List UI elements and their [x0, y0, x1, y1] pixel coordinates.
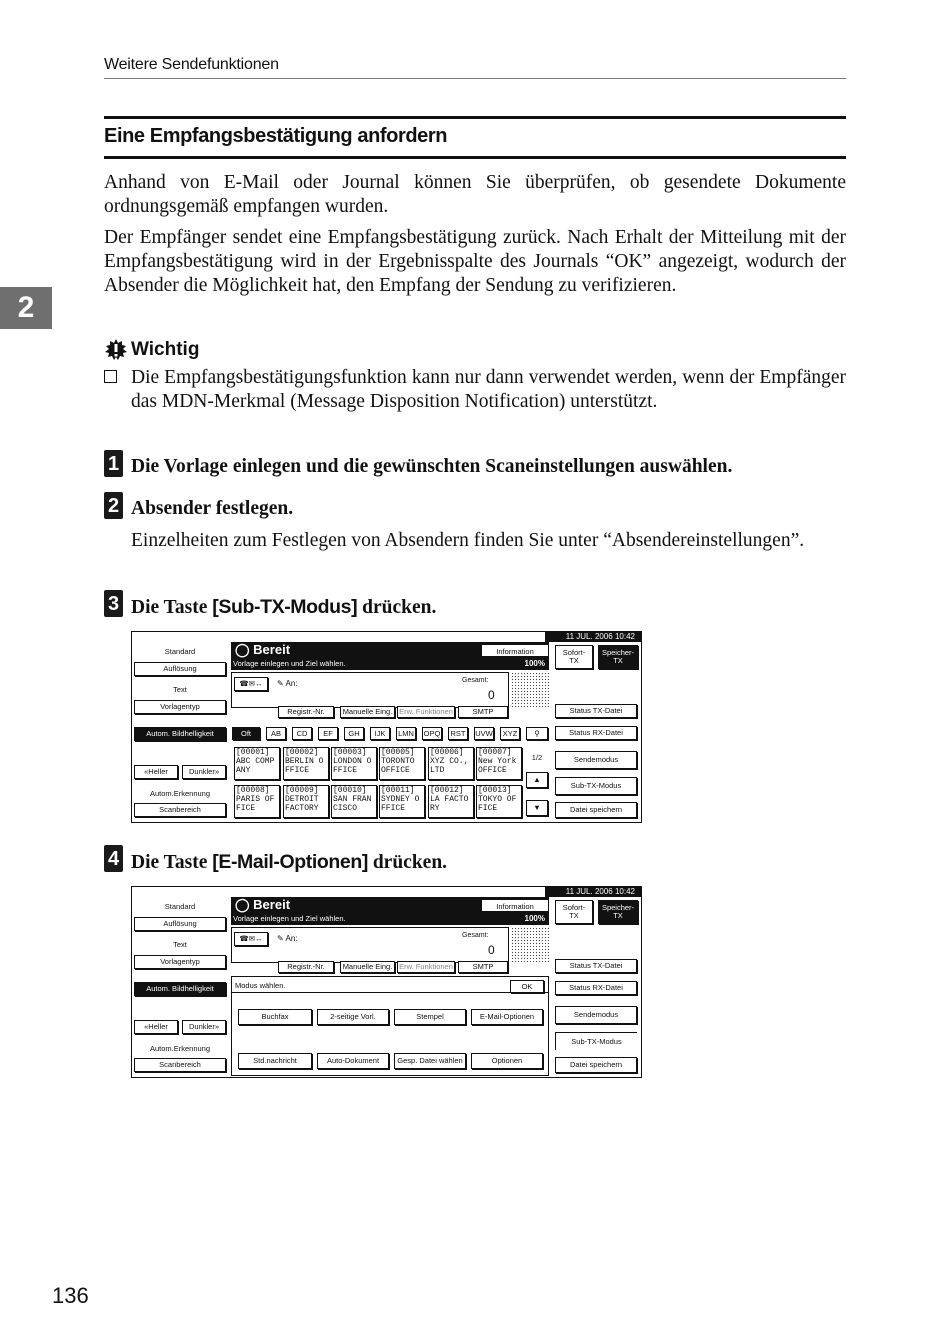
- scan-area-button[interactable]: Scanbereich: [134, 1058, 226, 1072]
- step-text-post: drücken.: [357, 597, 437, 618]
- screen-status-bar: [231, 642, 549, 670]
- step-number: 2: [104, 492, 123, 519]
- standard-label: Standard: [164, 902, 196, 911]
- step-number: 1: [104, 450, 123, 477]
- important-label: Wichtig: [131, 339, 200, 360]
- mode-stamp-button[interactable]: Stempel: [394, 1009, 466, 1025]
- index-tab[interactable]: AB: [266, 727, 286, 740]
- screen-email-options: [131, 886, 642, 1078]
- original-type-button[interactable]: Vorlagentyp: [134, 955, 226, 969]
- key-name: [Sub-TX-Modus]: [212, 596, 358, 618]
- step-text-pre: Die Taste: [131, 852, 213, 873]
- lighter-button[interactable]: «Heller: [134, 765, 178, 779]
- screen-datetime: 11 JUL. 2006 10:42: [545, 887, 641, 897]
- sub-tx-mode-button[interactable]: Sub-TX-Modus: [555, 777, 637, 795]
- index-tab[interactable]: GH: [344, 727, 364, 740]
- lighter-button[interactable]: «Heller: [134, 1020, 178, 1034]
- important-text: Die Empfangsbestätigungsfunktion kann nur dann verwendet werden, wenn der Empfänger das MDN-Merkmal (Message Disposition Notification) unterstützt.: [131, 367, 846, 412]
- total-label: Gesamt:: [462, 677, 489, 684]
- total-label: Gesamt:: [462, 932, 489, 939]
- scroll-up-icon[interactable]: ▲: [526, 772, 548, 788]
- recipient-to-label: ✎ An:: [277, 679, 298, 688]
- search-icon[interactable]: ⚲: [526, 727, 548, 740]
- destination-field: [231, 672, 509, 708]
- instruction-text: Vorlage einlegen und Ziel wählen.: [233, 914, 346, 923]
- step-2-detail: Einzelheiten zum Festlegen von Absendern finden Sie unter “Absendereinstellungen”.: [131, 530, 805, 551]
- destination-cell[interactable]: [00012] LA FACTO RY: [428, 785, 474, 818]
- important-heading: [104, 338, 199, 362]
- page-indicator: 1/2: [531, 753, 543, 762]
- scan-area-button[interactable]: Scanbereich: [134, 803, 226, 817]
- header-rule: [104, 78, 846, 79]
- fax-email-toggle-icon[interactable]: ☎✉↔: [234, 932, 268, 946]
- destination-field: [231, 927, 509, 963]
- resolution-button[interactable]: Auflösung: [134, 662, 226, 676]
- original-type-button[interactable]: Vorlagentyp: [134, 700, 226, 714]
- destination-cell[interactable]: [00001] ABC COMP ANY: [234, 747, 280, 780]
- save-file-button[interactable]: Datei speichern: [555, 802, 637, 818]
- speicher-tx-button[interactable]: Speicher- TX: [598, 900, 638, 924]
- destination-cell[interactable]: [00007] New York OFFICE: [476, 747, 522, 780]
- speicher-tx-button[interactable]: Speicher- TX: [598, 645, 638, 669]
- step-2: [104, 494, 846, 521]
- index-tab[interactable]: IJK: [370, 727, 390, 740]
- auto-density-button[interactable]: Autom. Bildhelligkeit: [134, 982, 226, 996]
- text-label: Text: [173, 940, 187, 949]
- step-number: 4: [104, 845, 123, 872]
- page-number: 136: [52, 1283, 89, 1308]
- index-tab[interactable]: OPQ: [422, 727, 442, 740]
- recipient-to-label: ✎ An:: [277, 934, 298, 943]
- status-text: ◯ Bereit: [235, 642, 291, 657]
- mode-duplex-button[interactable]: 2-seitige Vorl.: [317, 1009, 389, 1025]
- index-tab[interactable]: LMN: [396, 727, 416, 740]
- step-text-pre: Die Taste: [131, 597, 213, 618]
- destination-cell[interactable]: [00003] LONDON O FFICE: [331, 747, 377, 780]
- tab-extended-functions[interactable]: Erw. Funktionen: [397, 961, 455, 973]
- destination-cell[interactable]: [00008] PARIS OF FICE: [234, 785, 280, 818]
- sub-tx-mode-button[interactable]: Sub-TX-Modus: [555, 1032, 637, 1050]
- save-file-button[interactable]: Datei speichern: [555, 1057, 637, 1073]
- step-text-post: drücken.: [367, 852, 448, 873]
- std-message-button[interactable]: Std.nachricht: [238, 1053, 312, 1069]
- select-stored-file-button[interactable]: Gesp. Datei wählen: [394, 1053, 466, 1069]
- destination-cell[interactable]: [00009] DETROIT FACTORY: [283, 785, 329, 818]
- index-tab[interactable]: RST: [448, 727, 468, 740]
- total-value: 0: [488, 688, 495, 702]
- darker-button[interactable]: Dunkler»: [182, 765, 226, 779]
- fax-email-toggle-icon[interactable]: ☎✉↔: [234, 677, 268, 691]
- step-text: Absender festlegen.: [131, 498, 294, 519]
- tab-manual-entry[interactable]: Manuelle Eing.: [340, 706, 395, 718]
- scale-percent: 100%: [524, 914, 545, 923]
- auto-detect-label: Autom.Erkennung: [149, 1044, 211, 1053]
- information-button[interactable]: Information: [481, 644, 549, 657]
- ok-button[interactable]: OK: [510, 980, 544, 993]
- step-number: 3: [104, 590, 123, 617]
- important-icon: [104, 338, 128, 362]
- key-name: [E-Mail-Optionen]: [212, 851, 368, 873]
- intro-paragraph: Anhand von E-Mail oder Journal können Sie überprüfen, ob gesendete Dokumente ordnungsgemäß empfangen wurden.: [104, 172, 846, 217]
- destination-cell[interactable]: [00006] XYZ CO., LTD: [428, 747, 474, 780]
- index-tab[interactable]: EF: [318, 727, 338, 740]
- destination-cell[interactable]: [00010] SAN FRAN CISCO: [331, 785, 377, 818]
- destination-cell[interactable]: [00002] BERLIN O FFICE: [283, 747, 329, 780]
- resolution-button[interactable]: Auflösung: [134, 917, 226, 931]
- destination-cell[interactable]: [00011] SYDNEY O FFICE: [379, 785, 425, 818]
- step-text: [131, 852, 447, 873]
- tab-smtp[interactable]: SMTP: [458, 961, 508, 973]
- mode-divider: [232, 992, 548, 993]
- screen-sub-tx-mode: [131, 631, 642, 823]
- index-tab[interactable]: XYZ: [500, 727, 520, 740]
- index-tab-frequent[interactable]: Oft: [232, 727, 260, 740]
- darker-button[interactable]: Dunkler»: [182, 1020, 226, 1034]
- step-4: [104, 847, 846, 875]
- screen-status-bar: [231, 897, 549, 925]
- options-button[interactable]: Optionen: [471, 1053, 543, 1069]
- section-rule-bottom: [104, 156, 846, 159]
- section-rule-top: [104, 116, 846, 119]
- body-paragraph: Der Empfänger sendet eine Empfangsbestätigung zurück. Nach Erhalt der Mitteilung mit der Empfangsbestätigung wird in der Ergebnisspalte des Journals “OK” angezeigt, wodurch der Absender die Möglichkeit hat, den Empfang der Sendung zu verifizieren.: [104, 227, 846, 296]
- destination-cell[interactable]: [00005] TORONTO OFFICE: [379, 747, 425, 780]
- tab-registration-no[interactable]: Registr.-Nr.: [278, 706, 334, 718]
- index-tab[interactable]: CD: [292, 727, 312, 740]
- important-item: [104, 366, 846, 414]
- chapter-tab: 2: [0, 287, 52, 329]
- mode-prompt: Modus wählen.: [235, 981, 286, 990]
- mode-buchfax-button[interactable]: Buchfax: [238, 1009, 312, 1025]
- instruction-text: Vorlage einlegen und Ziel wählen.: [233, 659, 346, 668]
- index-tab[interactable]: UVW: [474, 727, 494, 740]
- sofort-tx-button[interactable]: Sofort- TX: [555, 900, 593, 924]
- screen-datetime: 11 JUL. 2006 10:42: [545, 632, 641, 642]
- step-text: [131, 597, 436, 618]
- auto-document-button[interactable]: Auto-Dokument: [317, 1053, 389, 1069]
- email-options-button[interactable]: E-Mail-Optionen: [471, 1009, 543, 1025]
- step-1: [104, 452, 846, 479]
- send-mode-button[interactable]: Sendemodus: [555, 751, 637, 769]
- dotted-fill: [511, 927, 549, 963]
- rx-file-status-button[interactable]: Status RX-Datei: [555, 726, 637, 740]
- text-label: Text: [173, 685, 187, 694]
- tab-registration-no[interactable]: Registr.-Nr.: [278, 961, 334, 973]
- section-title: Eine Empfangsbestätigung anfordern: [104, 125, 448, 147]
- dotted-fill: [511, 672, 549, 708]
- tab-extended-functions[interactable]: Erw. Funktionen: [397, 706, 455, 718]
- tx-file-status-button[interactable]: Status TX-Datei: [555, 959, 637, 973]
- tab-manual-entry[interactable]: Manuelle Eing.: [340, 961, 395, 973]
- sofort-tx-button[interactable]: Sofort- TX: [555, 645, 593, 669]
- step-3: [104, 592, 846, 620]
- scale-percent: 100%: [524, 659, 545, 668]
- status-text: ◯ Bereit: [235, 897, 291, 912]
- step-text: Die Vorlage einlegen und die gewünschten Scaneinstellungen auswählen.: [131, 456, 733, 477]
- destination-cell[interactable]: [00013] TOKYO OF FICE: [476, 785, 522, 818]
- standard-label: Standard: [164, 647, 196, 656]
- send-mode-button[interactable]: Sendemodus: [555, 1006, 637, 1024]
- total-value: 0: [488, 943, 495, 957]
- rx-file-status-button[interactable]: Status RX-Datei: [555, 981, 637, 995]
- scroll-down-icon[interactable]: ▼: [526, 800, 548, 816]
- running-header: Weitere Sendefunktionen: [104, 56, 279, 73]
- auto-density-button[interactable]: Autom. Bildhelligkeit: [134, 727, 226, 741]
- tab-smtp[interactable]: SMTP: [458, 706, 508, 718]
- information-button[interactable]: Information: [481, 899, 549, 912]
- checkbox-bullet-icon: [104, 370, 117, 383]
- auto-detect-label: Autom.Erkennung: [149, 789, 211, 798]
- tx-file-status-button[interactable]: Status TX-Datei: [555, 704, 637, 718]
